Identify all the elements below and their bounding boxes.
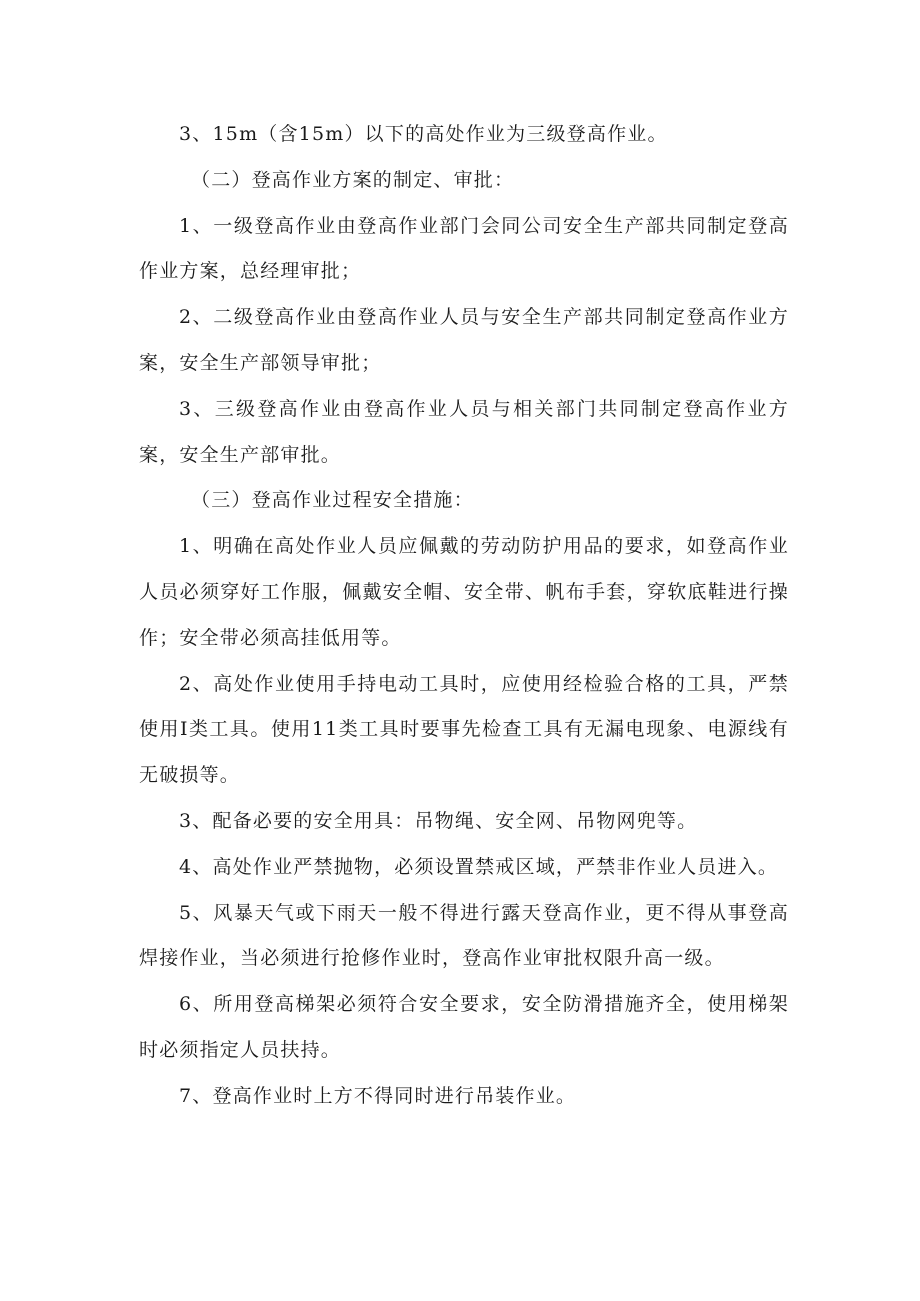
paragraph-level-three-approval: 3、三级登高作业由登高作业人员与相关部门共同制定登高作业方案，安全生产部审批。: [139, 397, 789, 466]
paragraph-safety-gear: 3、配备必要的安全用具：吊物绳、安全网、吊物网兜等。: [179, 809, 698, 832]
paragraph-no-throwing: 4、高处作业严禁抛物，必须设置禁戒区域，严禁非作业人员进入。: [179, 855, 779, 878]
document-body: [139, 112, 789, 1120]
section-heading-safety-measures: （三）登高作业过程安全措施：: [191, 489, 474, 512]
paragraph-ladders: 6、所用登高梯架必须符合安全要求，安全防滑措施齐全，使用梯架时必须指定人员扶持。: [139, 993, 789, 1061]
paragraph-weather: 5、风暴天气或下雨天一般不得进行露天登高作业，更不得从事登高焊接作业，当必须进行抢修作业时，登高作业审批权限升高一级。: [139, 901, 789, 970]
paragraph-protective-equipment: 1、明确在高处作业人员应佩戴的劳动防护用品的要求，如登高作业人员必须穿好工作服，佩戴安全帽、安全带、帆布手套，穿软底鞋进行操作；安全带必须高挂低用等。: [139, 535, 789, 649]
paragraph-power-tools: 2、高处作业使用手持电动工具时，应使用经检验合格的工具，严禁使用Ⅰ类工具。使用11类工具时要事先检查工具有无漏电现象、电源线有无破损等。: [139, 672, 789, 787]
paragraph-no-hoisting-above: 7、登高作业时上方不得同时进行吊装作业。: [179, 1084, 577, 1107]
section-heading-plan-approval: （二）登高作业方案的制定、审批：: [191, 168, 515, 191]
paragraph-level-three-definition: 3、15m（含15m）以下的高处作业为三级登高作业。: [179, 123, 668, 145]
paragraph-level-two-approval: 2、二级登高作业由登高作业人员与安全生产部共同制定登高作业方案，安全生产部领导审批；: [139, 306, 789, 374]
paragraph-level-one-approval: 1、一级登高作业由登高作业部门会同公司安全生产部共同制定登高作业方案，总经理审批；: [139, 214, 789, 283]
